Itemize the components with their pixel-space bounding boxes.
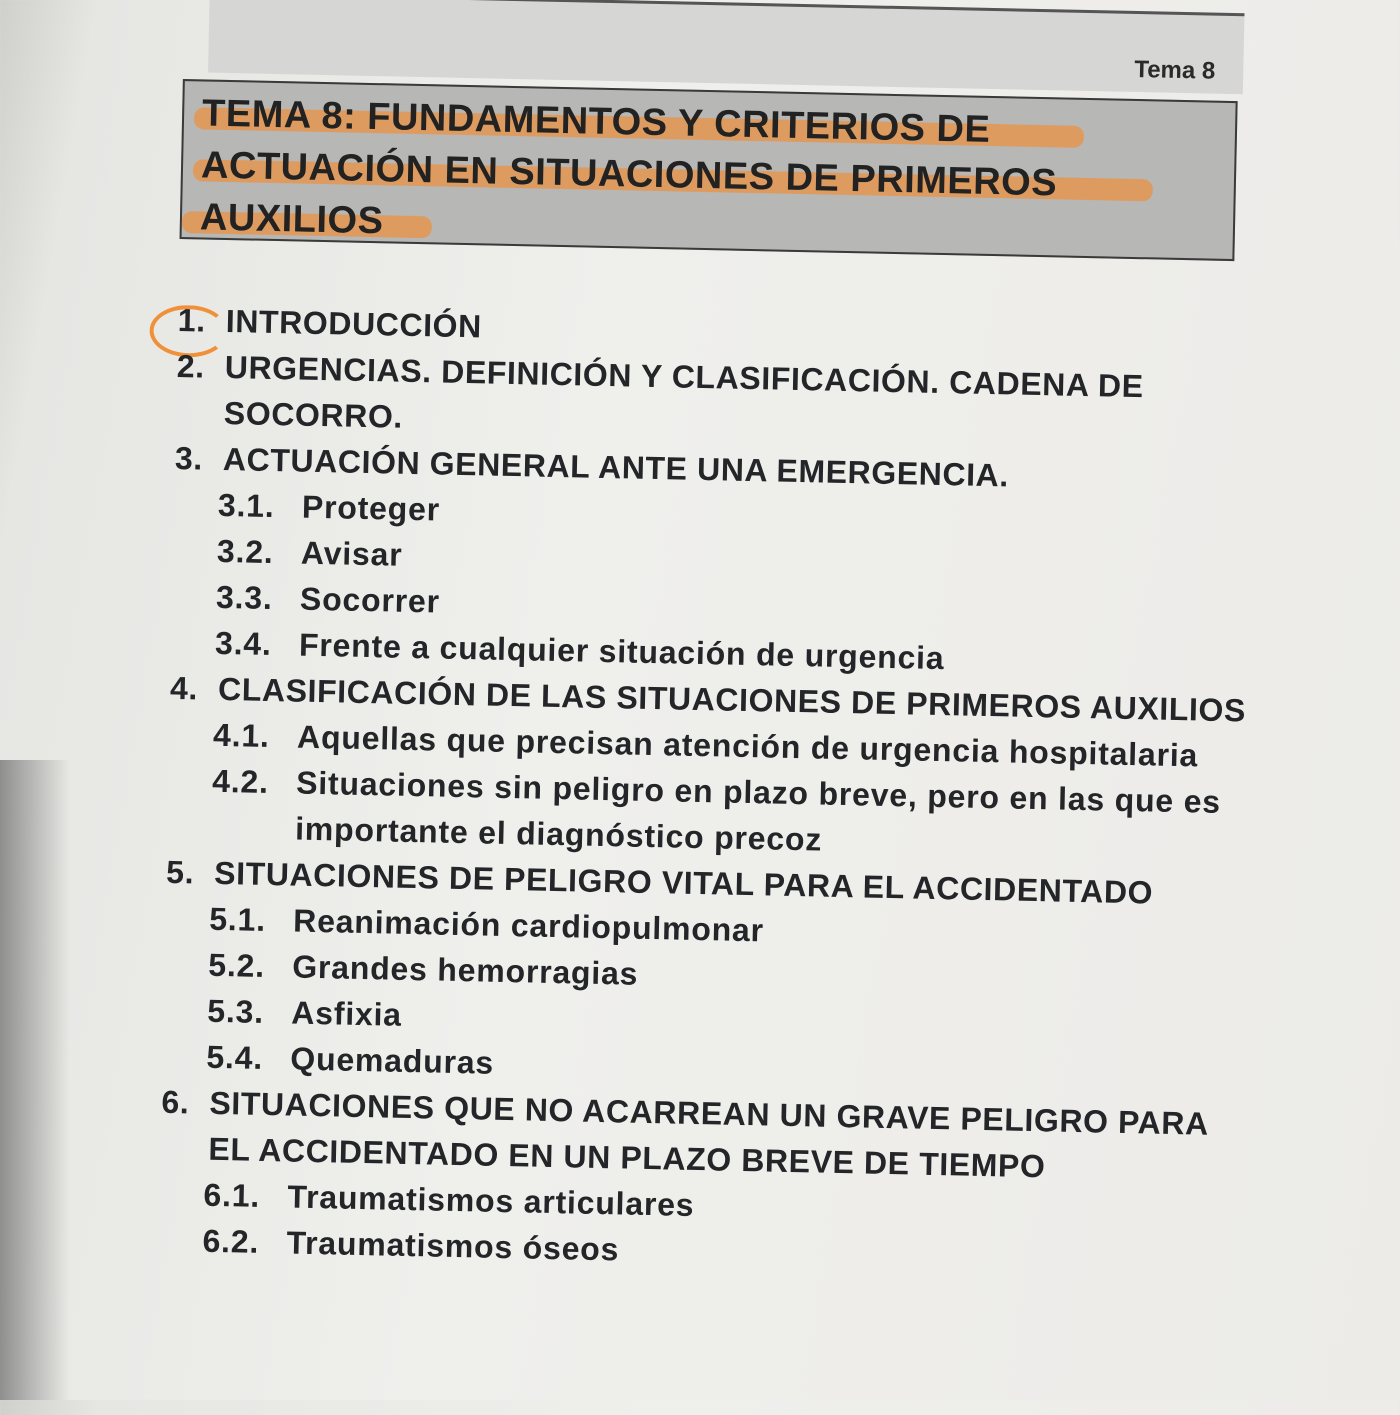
toc-number: 5.2. [207, 946, 266, 984]
toc-label: Avisar [300, 534, 403, 573]
toc-number: 4.1. [212, 716, 271, 754]
toc-label: SITUACIONES DE PELIGRO VITAL PARA EL ACCIDENTADO [213, 854, 1154, 911]
toc-label: Traumatismos óseos [286, 1224, 620, 1268]
toc-label: Asfixia [290, 994, 403, 1033]
toc-label: Frente a cualquier situación de urgencia [298, 626, 945, 677]
toc-label: Grandes hemorragias [291, 948, 639, 992]
toc-number: 6.1. [203, 1176, 261, 1214]
toc-label: Aquellas que precisan atención de urgencia hospitalaria [296, 718, 1199, 774]
toc-number: 6. [161, 1083, 190, 1121]
header-tag: Tema 8 [1134, 55, 1216, 85]
toc-label: Situaciones sin peligro en plazo breve, pero en las que es importante el diagnóstico precoz [294, 764, 1222, 858]
toc-number: 6.2. [202, 1222, 260, 1260]
toc-label: Reanimación cardiopulmonar [292, 902, 765, 949]
toc-label: Proteger [301, 488, 441, 528]
toc-label: INTRODUCCIÓN [225, 302, 483, 345]
toc-label: Traumatismos articulares [287, 1178, 695, 1223]
toc-number: 1. [177, 301, 207, 339]
toc-number: 5. [165, 853, 195, 891]
toc-number: 5.4. [206, 1038, 264, 1076]
toc-number: 3.1. [217, 486, 275, 525]
toc-number: 3.2. [216, 532, 274, 571]
toc-number: 3. [174, 439, 204, 477]
title-box [180, 79, 1238, 261]
page-header-band [208, 0, 1244, 94]
toc-number: 4.2. [211, 762, 270, 800]
page-title: TEMA 8: FUNDAMENTOS Y CRITERIOS DE ACTUACIÓN EN SITUACIONES DE PRIMEROS AUXILIOS [199, 92, 1058, 243]
toc-number: 3.3. [215, 578, 273, 617]
toc-number: 2. [176, 347, 206, 385]
toc-label: CLASIFICACIÓN DE LAS SITUACIONES DE PRIMEROS AUXILIOS [217, 670, 1247, 729]
toc-number: 3.4. [214, 624, 273, 663]
toc-label: Socorrer [299, 580, 441, 620]
toc-number: 5.3. [207, 992, 265, 1030]
toc-label: Quemaduras [290, 1040, 495, 1081]
toc-label: ACTUACIÓN GENERAL ANTE UNA EMERGENCIA. [222, 440, 1010, 494]
toc-number: 4. [169, 669, 199, 707]
table-of-contents [158, 297, 1258, 1285]
toc-number: 5.1. [208, 900, 267, 938]
toc-label: URGENCIAS. DEFINICIÓN Y CLASIFICACIÓN. CADENA DE SOCORRO. [223, 348, 1144, 435]
toc-label: SITUACIONES QUE NO ACARREAN UN GRAVE PELIGRO PARA EL ACCIDENTADO EN UN PLAZO BREVE DE TIEMPO [208, 1084, 1208, 1185]
